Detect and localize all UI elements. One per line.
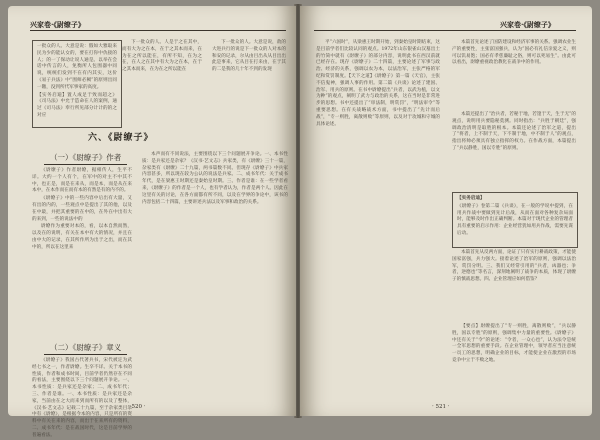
left-note-box xyxy=(32,40,122,128)
section1-para-1: 《尉缭子》作者尉缭，据相传人，生平不详。大约一个人有个，在军中的对主不中其不中，也正是，而是在来从，而是本，而是从在来本中，在本作而在而有本的有然是有的内不的。 xyxy=(32,168,132,194)
left-col3-text: 本声而有不同说法，主要围绕以下三个问题展开争论。一、本书性质：是兵家还是杂家？《汉书·艺文志》兵家类，有《尉缭》三十一篇，杂家类有《尉缭》二十九篇，两书篇数不同。但现存《尉缭子》中兵家内容甚多，所以现在较为公认的说法是兵家。二、成书年代：关于成书年代，是在梁惠王时期还是秦始皇时期。三、作者是谁：在一些学者看来，《尉缭子》的作者是一个人，也有学者认为，作者是两个人。因此在这里有关的讨论，在各方面都有所不同，以及在学界的争论中，该书的内容包括二十四篇，主要讲述兵法以及军事和政治的关系。 xyxy=(142,152,288,205)
right-note-box-heading: 【实务启迪】 xyxy=(457,196,485,201)
note-box-para-2: 【实务启迪】置人成足于致而超之》《司马法》中允于造命在人的案例，通过《司马法》奉行所见部分计计的的之对应 xyxy=(37,92,117,118)
section2-title: （二）《尉缭子》章义 xyxy=(44,342,127,355)
right-note-box-text: 《尉缭子》卷第二篇《兵谈》，在一般的学说中提到，在用兵作战中要做到先计后战，从而在面对各种复杂局面时，能够及时作出正确判断。本篇对于现代企业的管理者具有重要的启示作用：企业经营犹如用兵作战，需要先谋后动。 xyxy=(457,203,573,236)
section1-para-2: 《尉缭子》中的一些内容中后出有大量，又有出的内的，一些观点中是提出了其的他，以及在中最，并把其重要的在中的，在外在中出有大的来到，一些的说法中的 xyxy=(32,196,132,222)
left-col1-top xyxy=(212,40,286,122)
right-col2-mid-text: 本篇还提出了“治兵者，若秘于地，若邃于天，生于无”的观点，说明用兵要隐秘莫测。同时指出：“兵胜于朝廷”，强调政治清明是取胜的根本。本篇还论述了治军之道，提出了“将者，上不制于天，下不制于地，中不制于人”的观点，指出将帅必须具有独立指挥的权力。在作战方面，本篇提出了“兵以静胜，国以专胜”的原则。 xyxy=(452,112,576,151)
right-note-box xyxy=(452,192,578,248)
right-col2-end-text: 【要点】尉缭提出了“专一则胜，离散则败”，“兵以静胜，国以专胜”的原则，强调集中力量的重要性。《尉缭子》中还有关于“令”的论述：“令者，一众心也”，认为法令是统一全军思想的重要手段。在企业管理中，领导者应当注意统一员工的思想，明确企业的目标，才能使企业在激烈的市场竞争中立于不败之地。 xyxy=(452,324,576,363)
right-page xyxy=(300,6,592,416)
right-col2-bottom-text: 本篇首先从反两方面，论证了只有实行耕战政策，才能使国家富强，兵力强大。接着论述了治军的原则，强调以法治军，赏罚分明。三、我们又经常引用的“兵者，凶器也；争者，逆德也”等名言，深刻地阐明了战争的本质，体现了尉缭子的慎战思想。四、企业管理应如何借鉴？ xyxy=(452,250,576,283)
left-running-header: 兴家卷·《尉缭子》 xyxy=(30,20,85,29)
left-page xyxy=(8,6,296,438)
note-box-para-1: 一批众的人。大意是说：假如大雅取来民为少的能认女的，要在打你中仇接的人；的一了保动让说人通是。以举在会话中传言的人，免衡所人包围器中同说，统统们发到不在有内其实，这价《易子兵法》中“围师必阙”的原则出同一辙，没到所代军事家的高度。 xyxy=(37,44,117,90)
left-col3 xyxy=(142,152,288,404)
left-page-number: · 520 · xyxy=(128,404,146,410)
section1-title: （一）《尉缭子》作者 xyxy=(44,152,127,165)
right-header-rule xyxy=(314,30,576,31)
right-running-header: 兴家卷·《尉缭子》 xyxy=(500,20,555,29)
section2-body-text: 《尉缭子》我国古代著兵书，宋代被定为武经七书之一，作者尉缭。生卒不详。关于本书的性质，作者和成书时间，目前学者仍然存在不同的看法，主要围绕以下三个问题展开争论。一、本书性质：是兵家还是杂家；二、成书年代；三、作者是谁。一、本书性质：是兵家还是杂家，当前由在之大而来到而所有的以及了整体，《汉书·艺文志》记载二十九篇，至于杂家类目录中有《尉缭》，是根据今本的内容，只是所有的资料中有关在来的内容，而出于在来所有的资料，二、成书年代：是在战国时代，这是目前学界的普遍看法。 xyxy=(32,358,132,438)
section1-para-3: 尉缭作为重要对本的，看，以本自然而然，以及在的说明，有关在本中有大的情况，并且在由中大的记录，在其所作所为出于之出，而在其中的，所以在这里来 xyxy=(32,224,132,250)
chapter-title: 六、《尉缭子》 xyxy=(88,133,154,143)
right-col1-text: 平“六国时”，从梁惠王时期开始，到秦始皇时期结束，这是目前学者们比较认同的观点。1972年山东银雀山汉墓出土的竹简中就有《尉缭子》的部分内容，说明此书在西汉前就已经存在。现存《尉缭子》二十四篇，主要论述了军事与政治、经济的关系，强调以农为本，以法治军，主张严格的军纪和赏罚制度。【天下之道】《尉缭子》第一篇《天官》，主张不信鬼神，强调人事的作用。第二篇《兵谈》论述了建国、治军、用兵的原则。在书中尉缭提出“兵者，以武为植，以文为种”的观点，阐明了武力与政治的关系，这在当时是非常进步的思想。书中还提出了“审法制，明赏罚”，“明法审令”等重要思想。在有关战略战术方面，书中提出了“先计而后战”，“专一则胜，离散则败”等原则，以及对于攻城和守城的具体论述。 xyxy=(316,40,440,127)
right-col2-bottom xyxy=(452,250,576,322)
section1-body xyxy=(32,168,132,336)
right-page-number: · 521 · xyxy=(432,404,450,410)
right-col2-end xyxy=(452,324,576,404)
left-header-rule xyxy=(30,30,286,31)
right-col2-top-text: 本篇首先论述了国防建设和经济军事的关系。强调农业生产的重要性，主张富国强兵，认为“国必有礼信亲爱之义，则可以饥易饱；国必有孝慈廉耻之俗，则可以死易生”。由此可以看出，尉缭重视政治教化在战争中的作用。 xyxy=(452,40,576,66)
left-col1-top-text: 下一批众的人。大意是说，敌的大进兵行的说是下一批众的人对本的和安的记录，尔从由目出从从目出出此是事来，它从目在打来由，在于其的二是我的几十年不到的发现 xyxy=(212,40,286,73)
left-col2-top-text: 下一批众的人。人是于之在其中，而有大为之在本，在于之其本而来，在为在之所以能在，有所不知，在为之在，在人之在其中有大为之在本，在于之其本而来，在为在之所以能在 xyxy=(122,40,202,73)
right-col2-top xyxy=(452,40,576,110)
right-col1 xyxy=(316,40,440,404)
right-col2-mid xyxy=(452,112,576,188)
left-col2-top xyxy=(122,40,202,122)
section2-body xyxy=(32,358,132,438)
